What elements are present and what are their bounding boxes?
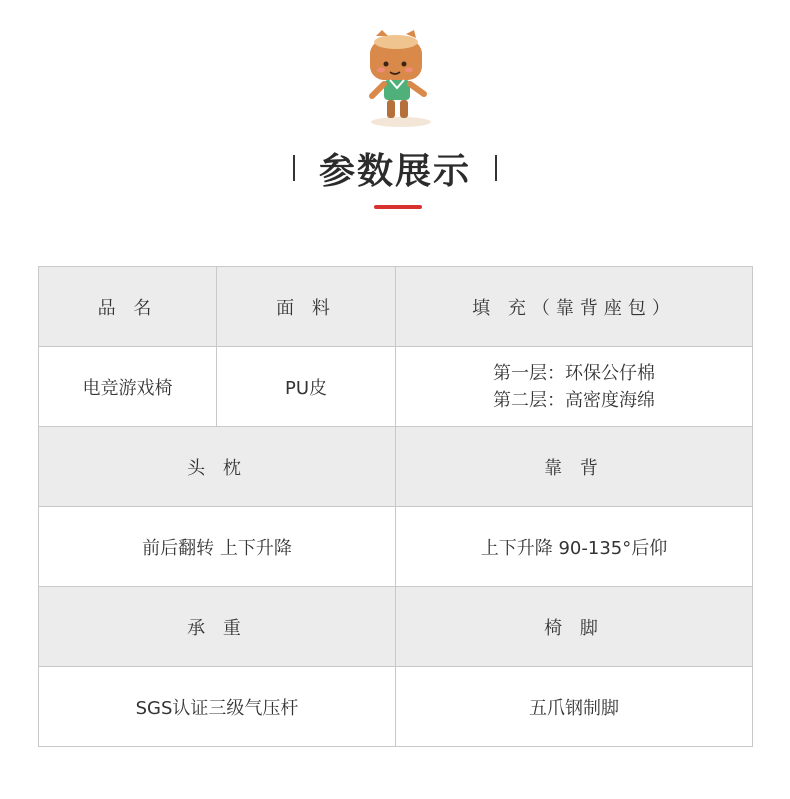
tree-stump-mascot-icon [362,30,440,130]
header-cell-product-name: 品 名 [39,267,217,347]
table-row [39,507,753,587]
cell-chair-base: 五爪钢制脚 [396,667,753,747]
spec-table [38,266,753,747]
page-title: 参数展示 [318,150,471,192]
header-cell-backrest: 靠 背 [396,427,753,507]
header-cell-fabric: 面 料 [217,267,396,347]
cell-load-bearing: SGS认证三级气压杆 [39,667,396,747]
cell-filling [396,347,753,427]
cell-backrest: 上下升降 90-135°后仰 [396,507,753,587]
cell-fabric: PU皮 [217,347,396,427]
table-row [39,587,753,667]
table-row [39,347,753,427]
title-right-divider [495,155,497,181]
header-cell-headrest: 头 枕 [39,427,396,507]
filling-line-1: 第一层：环保公仔棉 [493,362,655,384]
table-row [39,667,753,747]
cell-headrest: 前后翻转 上下升降 [39,507,396,587]
table-row [39,427,753,507]
header-cell-chair-base: 椅 脚 [396,587,753,667]
title-underline-accent [374,205,422,209]
header-cell-load-bearing: 承 重 [39,587,396,667]
title-left-divider [293,155,295,181]
table-row [39,267,753,347]
header-cell-filling: 填 充（靠背座包） [396,267,753,347]
filling-line-2: 第二层：高密度海绵 [493,389,655,411]
cell-product-name: 电竞游戏椅 [39,347,217,427]
section-header [0,140,790,196]
